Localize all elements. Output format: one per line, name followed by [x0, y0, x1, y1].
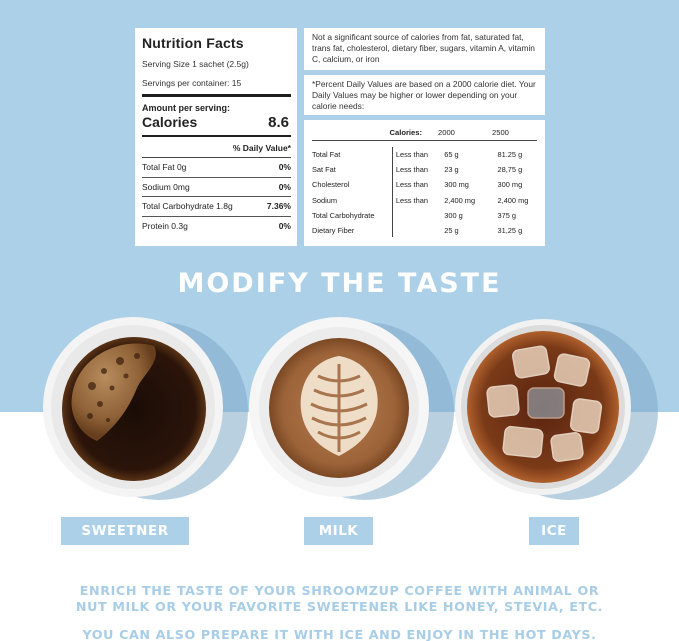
nutrient-row: [142, 158, 291, 178]
nutrient-label: Protein 0.3g: [142, 221, 188, 232]
nutrient-row: [142, 178, 291, 198]
col-2000-header: 2000: [438, 127, 455, 137]
calories-value: 8.6: [268, 114, 289, 131]
dv-name: Sodium: [312, 195, 338, 205]
calories-label: Calories: [142, 114, 198, 130]
dv-2500: 2,400 mg: [497, 195, 529, 205]
nutrient-percent: 7.36%: [266, 201, 291, 212]
table-row: [312, 208, 537, 223]
table-row: [312, 193, 537, 208]
dv-2500: 31,25 g: [497, 226, 523, 236]
servings-per-container: Servings per container: 15: [142, 78, 242, 88]
divider: [142, 94, 291, 97]
dv-qualifier: Less than: [395, 165, 428, 175]
dv-2000: 23 g: [444, 165, 459, 175]
dv-2500: 28,75 g: [497, 165, 523, 175]
nutrient-label: Sodium 0mg: [142, 181, 190, 192]
dv-qualifier: Less than: [395, 150, 428, 160]
nutrient-label: Total Carbohydrate 1.8g: [142, 201, 233, 212]
table-row: [312, 147, 537, 162]
calories-row: [142, 114, 291, 131]
ice-label: ICE: [529, 517, 579, 545]
calories-header: Calories:: [389, 127, 422, 137]
dv-2500: 81.25 g: [497, 150, 523, 160]
dv-qualifier: Less than: [395, 195, 428, 205]
nutrition-facts-title: Nutrition Facts: [142, 35, 244, 51]
nutrient-percent: 0%: [278, 162, 291, 173]
dv-qualifier: Less than: [395, 180, 428, 190]
table-row: [312, 162, 537, 177]
dv-2000: 300 g: [444, 210, 463, 220]
nutrient-row: [142, 197, 291, 217]
not-significant-note: Not a significant source of calories from fat, saturated fat, trans fat, cholesterol, dietary fiber, sugars, vitamin A, vitamin C, calcium, or iron: [304, 28, 545, 70]
daily-values-table: [304, 120, 545, 246]
dv-name: Total Fat: [312, 150, 341, 160]
dv-2000: 2,400 mg: [444, 195, 476, 205]
bottom-text-line3: YOU CAN ALSO PREPARE IT WITH ICE AND ENJOY IN THE HOT DAYS.: [82, 627, 597, 641]
amount-per-serving: Amount per serving:: [142, 103, 231, 113]
nutrient-percent: 0%: [278, 181, 291, 192]
bottom-text-line2: NUT MILK OR YOUR FAVORITE SWEETENER LIKE HONEY, STEVIA, ETC.: [75, 599, 604, 614]
dv-name: Dietary Fiber: [312, 226, 355, 236]
bottom-text-line1: ENRICH THE TASTE OF YOUR SHROOMZUP COFFEE WITH ANIMAL OR: [79, 583, 600, 598]
dv-name: Cholesterol: [312, 180, 350, 190]
dv-name: Sat Fat: [312, 165, 336, 175]
nutrition-facts-panel: [135, 28, 297, 246]
dv-2500: 300 mg: [497, 180, 523, 190]
milk-label: MILK: [304, 517, 373, 545]
nutrient-label: Total Fat 0g: [142, 162, 187, 173]
divider: [142, 135, 291, 137]
table-row: [312, 223, 537, 238]
table-divider: [392, 147, 393, 237]
latte-art-image: [248, 316, 430, 498]
dv-2000: 65 g: [444, 150, 459, 160]
daily-value-header: % Daily Value*: [142, 143, 291, 158]
section-title: MODIFY THE TASTE: [177, 268, 502, 299]
table-row: [312, 177, 537, 192]
nutrient-row: [142, 217, 291, 237]
nutrient-percent: 0%: [278, 221, 291, 232]
col-2500-header: 2500: [492, 127, 509, 137]
dv-2500: 375 g: [497, 210, 517, 220]
dv-2000: 300 mg: [444, 180, 469, 190]
iced-coffee-image: [452, 316, 634, 498]
dv-name: Total Carbohydrate: [312, 210, 375, 220]
serving-size: Serving Size 1 sachet (2.5g): [142, 59, 249, 69]
sweetener-label: SWEETNER: [61, 517, 189, 545]
dv-2000: 25 g: [444, 226, 459, 236]
percent-dv-note: *Percent Daily Values are based on a 2000 calorie diet. Your Daily Values may be higher or lower depending on your calorie needs:: [304, 75, 545, 115]
black-coffee-image: [42, 316, 224, 498]
table-header: [312, 124, 537, 141]
